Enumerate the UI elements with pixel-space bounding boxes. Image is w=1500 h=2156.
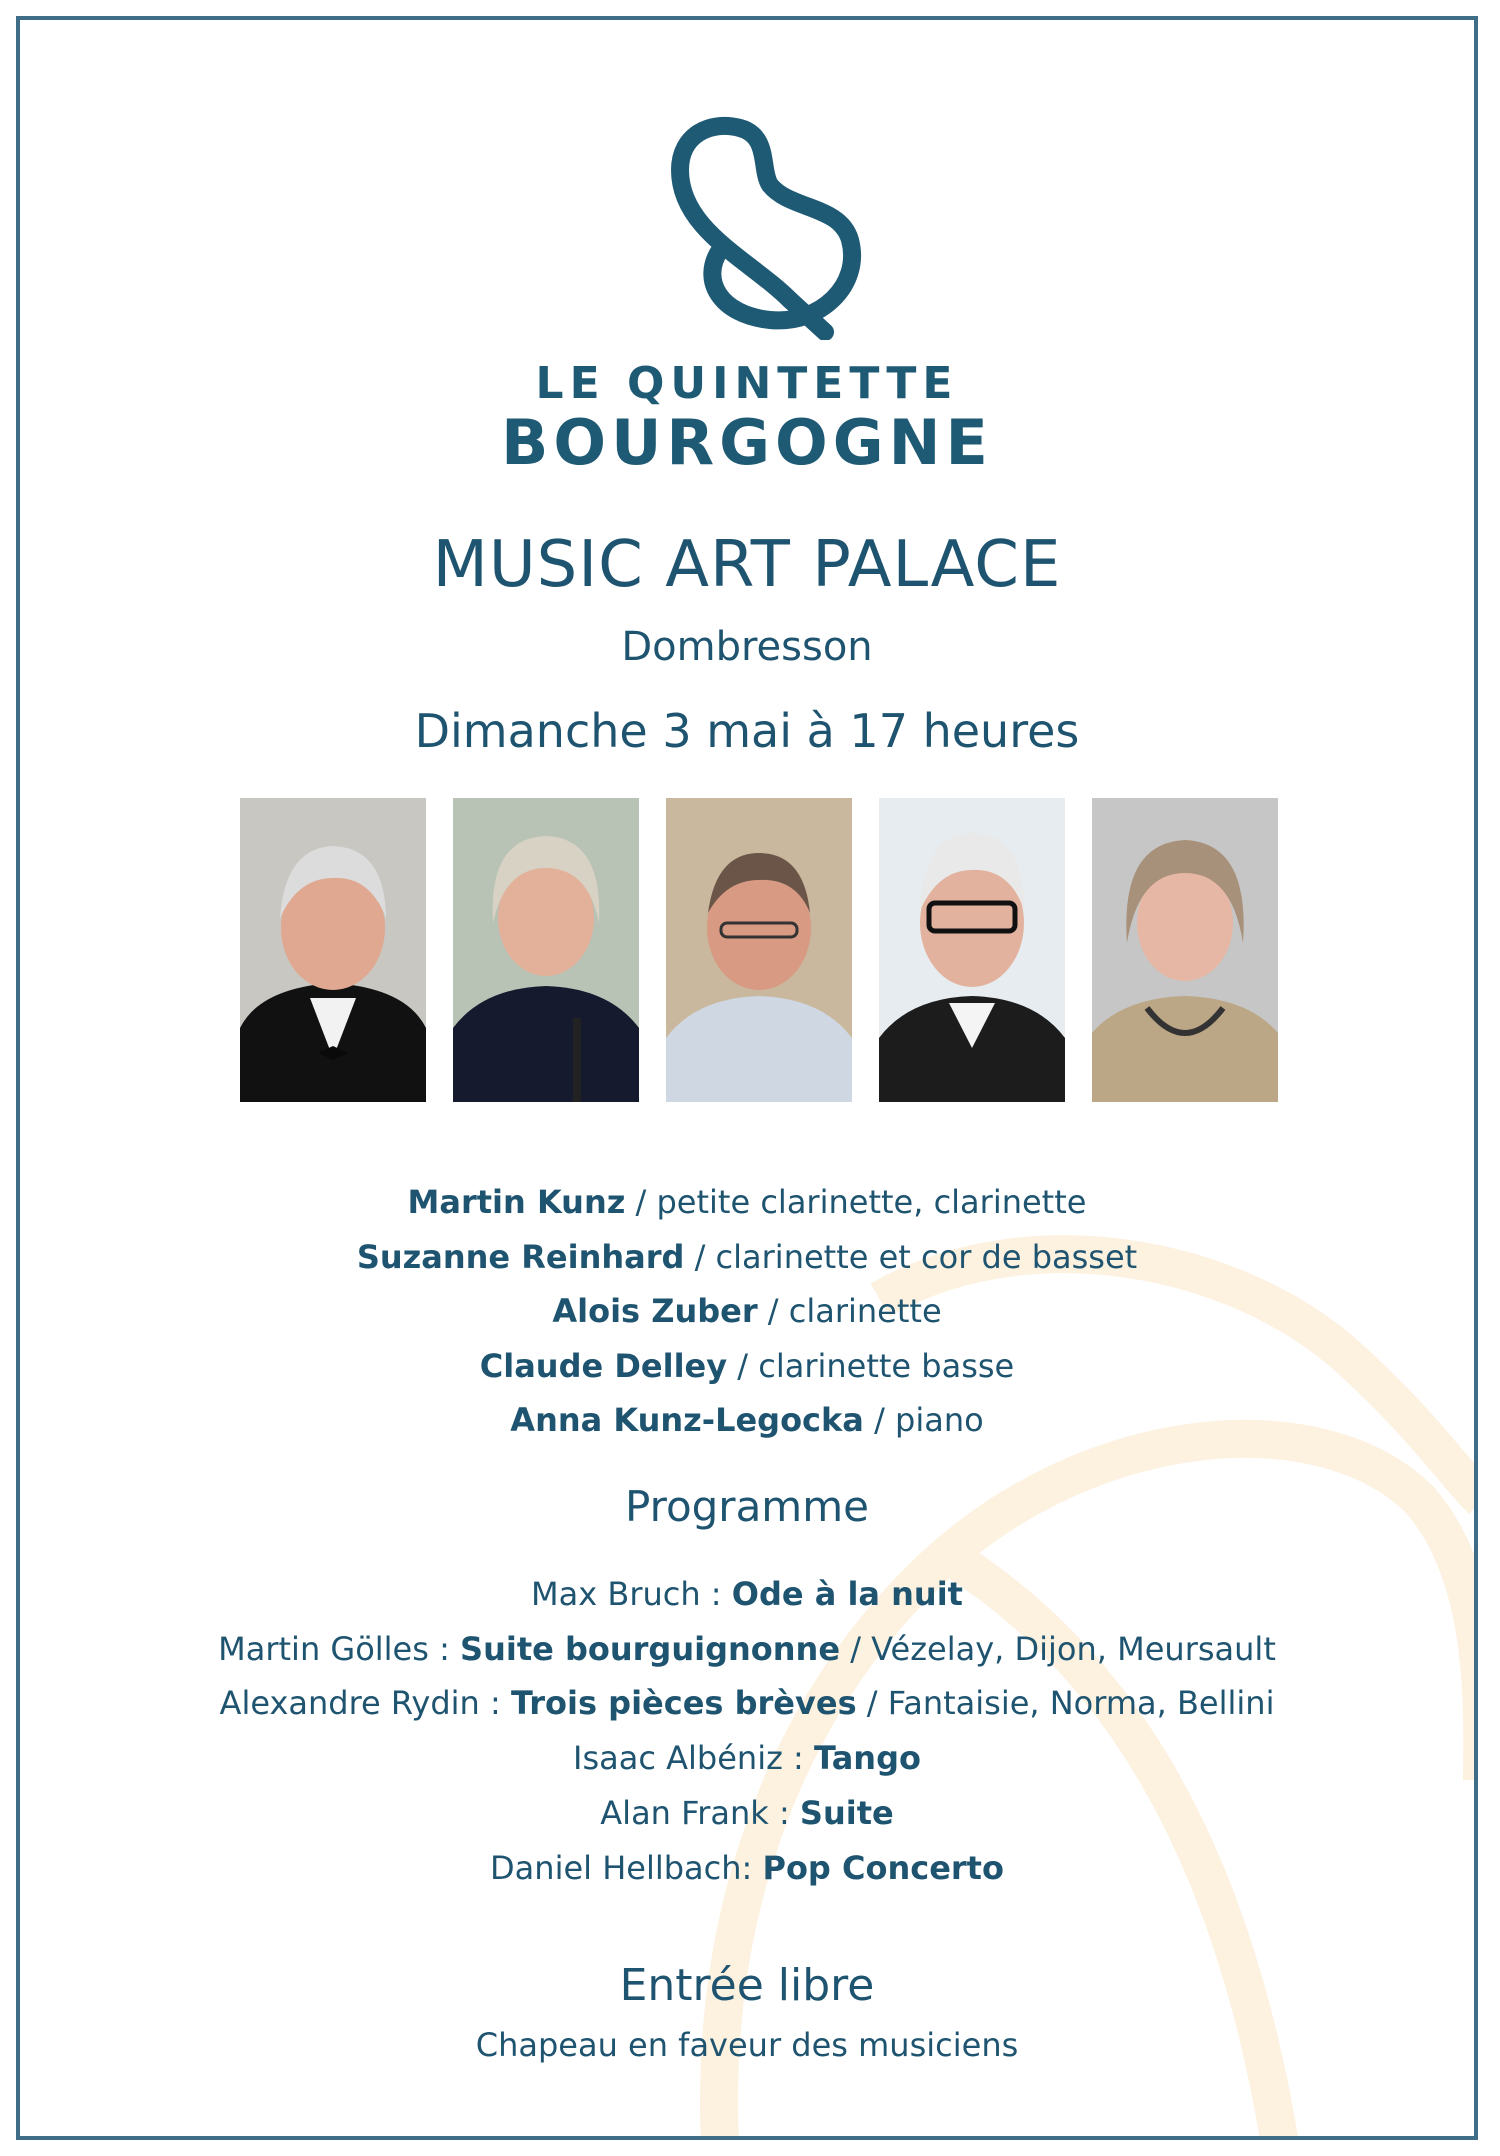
portrait-anna-kunz-legocka — [1092, 798, 1278, 1102]
list-item: Suzanne Reinhard / clarinette et cor de basset — [356, 1237, 1138, 1276]
event-date: Dimanche 3 mai à 17 heures — [414, 704, 1080, 758]
list-item: Claude Delley / clarinette basse — [479, 1346, 1015, 1385]
logo-wordmark-line1: LE QUINTETTE — [535, 358, 959, 409]
programme-list — [20, 1567, 1474, 1895]
list-item: Anna Kunz-Legocka / piano — [510, 1401, 984, 1439]
list-item: Martin Kunz / petite clarinette, clarinette — [407, 1183, 1087, 1221]
list-item: Alois Zuber / clarinette — [552, 1292, 942, 1330]
entry-note: Chapeau en faveur des musiciens — [475, 2026, 1019, 2064]
list-item: Alan Frank : Suite — [600, 1793, 894, 1832]
poster-frame — [16, 16, 1478, 2140]
venue-title: MUSIC ART PALACE — [432, 528, 1062, 602]
quintette-logo-icon — [640, 110, 880, 340]
portrait-suzanne-reinhard — [453, 798, 639, 1102]
logo-wordmark-line2: BOURGOGNE — [501, 406, 993, 479]
list-item: Isaac Albéniz : Tango — [573, 1739, 921, 1778]
programme-heading: Programme — [625, 1482, 869, 1531]
list-item: Max Bruch : Ode à la nuit — [531, 1575, 963, 1613]
venue-town: Dombresson — [621, 624, 873, 670]
list-item: Martin Gölles : Suite bourguignonne / Vézelay, Dijon, Meursault — [218, 1629, 1276, 1668]
musicians-list — [20, 1175, 1474, 1448]
portrait-martin-kunz — [240, 798, 426, 1102]
portrait-claude-delley — [879, 798, 1065, 1102]
musician-photos — [20, 798, 1474, 1102]
portrait-alois-zuber — [666, 798, 852, 1102]
entry-heading: Entrée libre — [619, 1960, 875, 2011]
list-item: Alexandre Rydin : Trois pièces brèves / Fantaisie, Norma, Bellini — [219, 1684, 1275, 1723]
list-item: Daniel Hellbach: Pop Concerto — [490, 1848, 1004, 1887]
